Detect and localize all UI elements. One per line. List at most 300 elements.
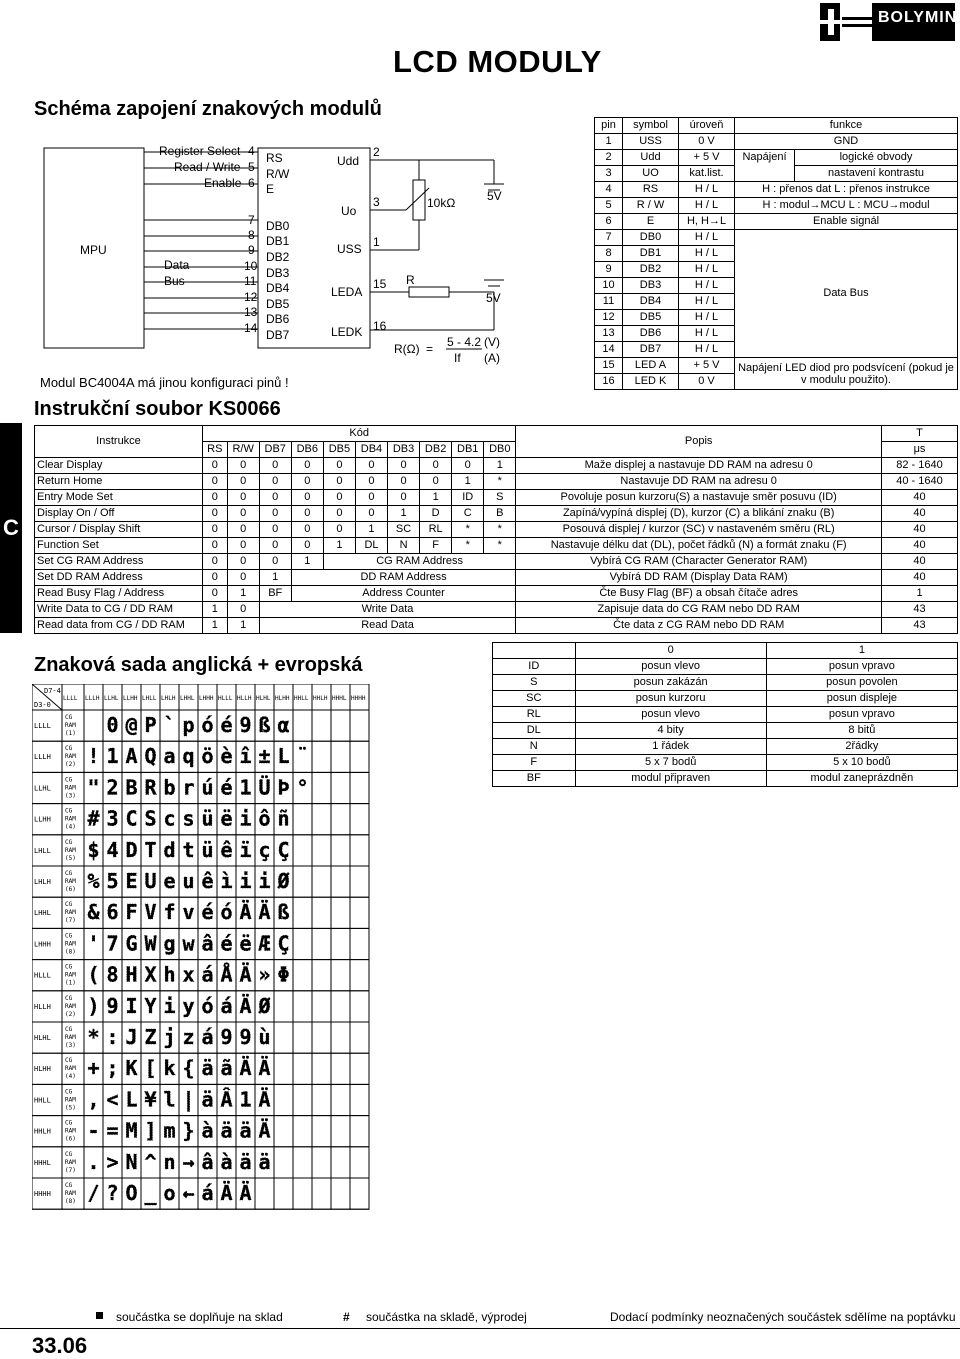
charset-glyph: T [144,837,157,862]
charset-glyph: Ç [277,931,290,956]
charset-glyph: l [163,1087,176,1112]
charset-col-header: HLLL [218,695,233,702]
svg-text:RAM: RAM [65,1065,76,1073]
charset-glyph: ë [239,931,252,956]
charset-glyph: ^ [144,1149,157,1174]
charset-glyph: X [144,962,157,987]
charset-glyph: r [182,775,195,800]
charset-glyph: d [163,837,176,862]
svg-text:(7): (7) [65,917,76,925]
svg-text:5: 5 [248,160,255,174]
charset-glyph: a [163,744,176,769]
charset-glyph: 9 [239,713,252,737]
instr-heading: Instrukční soubor KS0066 [34,398,281,420]
charset-glyph: E [125,869,138,893]
charset-glyph: ß [277,900,290,925]
svg-text:10: 10 [244,259,258,273]
charset-glyph: s [182,806,195,831]
charset-glyph: é [201,900,214,925]
svg-text:RAM: RAM [65,1002,76,1010]
charset-col-header: HLHH [275,695,290,702]
svg-text:RAM: RAM [65,1034,76,1041]
svg-text:(2): (2) [65,1010,76,1018]
charset-glyph: < [106,1087,119,1112]
charset-glyph: - [87,1118,100,1143]
svg-text:CG: CG [65,994,73,1002]
footer-divider [0,1328,960,1329]
charset-col-header: LLLL [63,695,78,702]
charset-glyph: w [182,931,195,956]
charset-glyph: + [87,1056,100,1081]
charset-grid [32,684,412,1214]
charset-glyph: á [201,1025,214,1049]
svg-text:CG: CG [65,838,73,846]
charset-glyph: Ü [258,775,271,800]
charset-glyph: Ä [220,1181,233,1205]
charset-glyph: ) [87,993,100,1018]
instruction-row: Return Home 0 0 0 0 0 0 0 0 1 * Nastavuje DD RAM na adresu 0 40 - 1640 [35,474,958,490]
svg-text:CG: CG [65,714,73,721]
brand-name: BOLYMIN [878,9,958,26]
charset-glyph: ç [258,837,271,862]
svg-text:RAM: RAM [65,1127,76,1135]
instruction-row: Read data from CG / DD RAM 1 1 Read Data Čte data z CG RAM nebo DD RAM 43 [35,618,958,634]
charset-glyph: @ [125,713,138,737]
charset-glyph: * [87,1025,100,1049]
charset-glyph: ] [144,1118,157,1143]
svg-text:9: 9 [248,243,255,257]
svg-text:(2): (2) [65,761,76,769]
charset-glyph: v [182,900,195,925]
charset-glyph: α [277,713,290,737]
svg-text:R: R [406,273,415,287]
charset-glyph: 8 [106,962,119,987]
svg-text:CG: CG [65,1182,73,1189]
charset-glyph: ã [220,1056,233,1081]
charset-glyph: ü [201,806,214,831]
charset-col-header: LLHL [104,695,119,702]
svg-text:1: 1 [373,235,380,249]
charset-glyph: L [125,1087,138,1112]
instruction-row: Clear Display 0 0 0 0 0 0 0 0 0 1 Maže displej a nastavuje DD RAM na adresu 0 82 - 1640 [35,458,958,474]
charset-glyph: ú [201,775,214,800]
schematic-heading: Schéma zapojení znakových modulů [34,98,382,120]
charset-glyph: b [163,775,176,800]
legend-row: SC posun kurzoru posun displeje [493,691,958,707]
instruction-row: Set CG RAM Address 0 0 0 1 CG RAM Address Vybírá CG RAM (Character Generator RAM) 40 [35,554,958,570]
svg-text:E: E [266,182,275,196]
charset-glyph: f [163,900,176,925]
svg-text:14: 14 [244,321,258,335]
svg-text:USS: USS [337,242,362,256]
svg-text:CG: CG [65,1088,73,1096]
charset-glyph: ó [220,900,233,925]
charset-row-header: HHHL [34,1158,51,1167]
charset-row-header: HLLL [34,971,51,980]
charset-glyph: } [182,1118,195,1143]
charset-glyph: z [182,1025,195,1049]
svg-text:RAM: RAM [65,815,76,823]
square-bullet-icon [96,1312,103,1319]
svg-text:(8): (8) [65,1198,76,1205]
charset-row-header: LLLL [34,722,51,730]
charset-glyph: à [201,1118,214,1143]
charset-glyph: ä [201,1087,214,1112]
charset-row-header: LLLH [34,753,51,762]
charset-glyph: 7 [106,931,119,956]
svg-text:DB6: DB6 [266,312,290,326]
svg-text:RAM: RAM [65,971,76,979]
charset-glyph: H [125,962,138,987]
svg-text:6: 6 [248,176,255,190]
charset-col-header: HHHH [351,695,366,702]
svg-text:Uo: Uo [341,204,357,218]
svg-text:DB7: DB7 [266,328,290,342]
charset-glyph: ï [239,837,252,862]
charset-glyph: U [144,869,157,893]
charset-glyph: | [182,1087,195,1112]
charset-glyph: D [125,837,138,862]
svg-text:7: 7 [248,213,255,227]
svg-text:CG: CG [65,745,73,753]
hash-icon: # [343,1310,350,1324]
charset-glyph: = [106,1118,119,1143]
charset-glyph: ê [201,869,214,893]
svg-text:RAM: RAM [65,940,76,948]
svg-text:CG: CG [65,807,73,815]
svg-text:DB0: DB0 [266,219,290,233]
charset-glyph: à [220,1149,233,1174]
legend-row: BF modul připraven modul zaneprázdněn [493,771,958,787]
charset-glyph: ä [239,1149,252,1174]
svg-text:Register Select: Register Select [159,144,241,158]
charset-glyph: n [163,1149,176,1174]
charset-glyph: Y [144,993,157,1018]
charset-glyph: ë [220,806,233,831]
charset-glyph: è [220,744,233,769]
instruction-row: Function Set 0 0 0 0 1 DL N F * * Nastavuje délku dat (DL), počet řádků (N) a formát znaku (F) 40 [35,538,958,554]
svg-text:(A): (A) [484,351,500,365]
charset-glyph: R [144,775,157,800]
svg-text:RAM: RAM [65,1158,76,1166]
mpu-label: MPU [80,243,107,257]
charset-col-header: LHLL [142,695,157,702]
instruction-row: Set DD RAM Address 0 0 1 DD RAM Address Vybírá DD RAM (Display Data RAM) 40 [35,570,958,586]
charset-glyph: 9 [239,1025,252,1049]
charset-glyph: ( [87,962,100,987]
charset-glyph: 1 [239,1087,252,1112]
charset-col-header: HLLH [237,695,252,702]
legend-table: 0 1 ID posun vlevo posun vpravo S posun zakázán posun povolen SC posun kurzoru posun displeje RL posun vlevo posun vpravo DL 4 bity 8 bitů N 1 řádek 2řádky F 5 x 7 bodů 5 x 10 bodů BF modul připraven modul zaneprázdněn [492,642,958,787]
charset-row-header: HHHH [34,1190,51,1198]
svg-text:(4): (4) [65,823,76,831]
charset-glyph: Q [144,744,157,769]
charset-row-header: HLHH [34,1065,51,1074]
legend-row: S posun zakázán posun povolen [493,675,958,691]
charset-glyph: _ [144,1181,157,1205]
svg-text:D3-0: D3-0 [34,701,51,709]
charset-glyph: ¨ [296,744,309,769]
charset-glyph: 9 [106,993,119,1018]
instruction-row: Cursor / Display Shift 0 0 0 0 0 1 SC RL * * Posouvá displej / kurzor (SC) v nastaveném směru (RL) 40 [35,522,958,538]
wiring-schematic [34,140,574,370]
svg-text:DB4: DB4 [266,281,290,295]
svg-text:CG: CG [65,901,73,909]
charset-glyph: Ç [277,837,290,862]
svg-text:DB2: DB2 [266,250,290,264]
svg-text:LEDK: LEDK [331,325,363,339]
charset-glyph: Ä [258,900,271,925]
charset-glyph: ß [258,713,271,737]
svg-text:CG: CG [65,1057,73,1065]
charset-row-header: LHLH [34,878,51,886]
charset-glyph: : [106,1025,119,1049]
charset-glyph: ä [220,1118,233,1143]
charset-glyph: 4 [106,837,119,862]
charset-glyph: i [163,993,176,1018]
svg-text:5V: 5V [487,189,502,203]
charset-row-header: LLHL [34,784,51,793]
charset-glyph: Â [220,1087,233,1112]
charset-glyph: Ø [258,993,271,1018]
charset-glyph: Ä [239,1181,252,1205]
svg-text:Udd: Udd [337,154,360,168]
svg-text:DB3: DB3 [266,266,290,280]
svg-text:4: 4 [248,144,255,158]
charset-glyph: # [87,806,100,831]
charset-row-header: LHHH [34,940,51,949]
charset-glyph: Þ [277,775,290,800]
charset-glyph: 1 [239,775,252,800]
charset-col-header: LHLH [161,695,176,702]
charset-glyph: G [125,931,138,956]
charset-glyph: Ä [258,1056,271,1081]
charset-glyph: i [239,869,252,893]
charset-glyph: ; [106,1056,119,1081]
charset-row-header: LLHH [34,815,51,824]
charset-glyph: ñ [277,806,290,831]
charset-glyph: j [163,1025,176,1049]
footnote-stock: součástka se doplňuje na sklad [116,1310,283,1324]
svg-text:Enable: Enable [204,176,242,190]
page-title: LCD MODULY [393,44,602,79]
charset-glyph: { [182,1056,195,1081]
svg-text:Bus: Bus [164,274,185,288]
charset-glyph: á [201,1181,214,1205]
charset-glyph: Φ [277,962,290,987]
svg-text:RAM: RAM [65,878,76,885]
svg-text:CG: CG [65,963,73,971]
svg-text:RAM: RAM [65,1096,76,1104]
instruction-row: Read Busy Flag / Address 0 1 BF Address Counter Čte Busy Flag (BF) a obsah čítače adres 1 [35,586,958,602]
svg-text:8: 8 [248,228,255,242]
charset-col-header: HLHL [256,695,271,702]
instruction-row: Display On / Off 0 0 0 0 0 0 1 D C B Zapíná/vypíná displej (D), kurzor (C) a blikání znaku (B) 40 [35,506,958,522]
svg-text:15: 15 [373,277,387,291]
charset-glyph: P [144,713,157,737]
svg-text:RAM: RAM [65,909,76,917]
charset-glyph: J [125,1025,138,1049]
charset-glyph: y [182,993,195,1018]
charset-col-header: LHHL [180,695,195,702]
svg-text:5V: 5V [486,291,501,305]
svg-text:(6): (6) [65,886,76,893]
charset-glyph: á [201,962,214,987]
instruction-row: Write Data to CG / DD RAM 1 0 Write Data Zapisuje data do CG RAM nebo DD RAM 43 [35,602,958,618]
module-note: Modul BC4004A má jinou konfiguraci pinů ! [40,375,289,390]
svg-text:RS: RS [266,151,283,165]
charset-glyph: ù [258,1025,271,1049]
charset-glyph: ? [106,1181,119,1205]
charset-glyph: g [163,931,176,956]
charset-glyph: > [106,1149,119,1174]
charset-glyph: Ä [239,993,252,1018]
charset-glyph: é [220,931,233,956]
svg-text:Data: Data [164,258,190,272]
charset-glyph: x [182,962,195,987]
charset-glyph: é [220,775,233,800]
charset-glyph: M [125,1118,138,1143]
svg-text:DB5: DB5 [266,297,290,311]
charset-glyph: ì [220,869,233,893]
svg-text:DB1: DB1 [266,234,290,248]
svg-text:(1): (1) [65,730,76,737]
charset-glyph: . [87,1149,100,1174]
svg-text:R/W: R/W [266,167,290,181]
charset-glyph: q [182,744,195,769]
svg-text:16: 16 [373,319,387,333]
charset-glyph: Z [144,1025,157,1049]
charset-col-header: HHLL [294,695,309,702]
charset-glyph: ± [258,744,271,769]
charset-glyph: ó [201,713,214,737]
charset-glyph: → [182,1149,195,1174]
charset-glyph: e [163,869,176,893]
svg-text:(6): (6) [65,1135,76,1143]
charset-glyph: é [220,713,233,737]
charset-glyph: ü [201,837,214,862]
svg-text:3: 3 [373,195,380,209]
charset-glyph: ¥ [144,1087,157,1112]
svg-text:5 - 4.2: 5 - 4.2 [447,335,482,349]
charset-heading: Znaková sada anglická + evropská [34,654,363,676]
charset-glyph: Ä [239,900,252,925]
charset-glyph: Å [220,962,233,987]
charset-row-header: LHHL [34,909,51,918]
charset-glyph: á [220,993,233,1018]
legend-row: F 5 x 7 bodů 5 x 10 bodů [493,755,958,771]
charset-glyph: Ä [239,1056,252,1081]
section-tab: C [0,423,22,633]
charset-glyph: $ [87,837,100,862]
charset-row-header: HLLH [34,1002,51,1011]
charset-col-header: LLLH [85,695,100,702]
svg-text:11: 11 [244,274,257,288]
legend-row: N 1 řádek 2řádky [493,739,958,755]
charset-glyph: C [125,806,138,831]
charset-glyph: i [239,806,252,831]
charset-glyph: ' [87,931,100,956]
charset-glyph: F [125,900,138,925]
charset-glyph: Æ [258,931,271,956]
svg-text:13: 13 [244,305,258,319]
svg-text:(V): (V) [484,335,500,349]
charset-glyph: » [258,962,271,987]
svg-text:12: 12 [244,290,258,304]
svg-text:If: If [454,351,461,365]
charset-col-header: HHHL [332,695,347,702]
charset-glyph: B [125,775,138,800]
charset-glyph: ` [163,713,176,737]
svg-text:RAM: RAM [65,784,76,792]
svg-text:R(Ω): R(Ω) [394,342,420,356]
charset-glyph: % [87,869,100,893]
charset-glyph: 1 [106,744,119,769]
svg-text:Read / Write: Read / Write [174,160,241,174]
svg-text:(5): (5) [65,1104,76,1112]
charset-glyph: â [201,1149,214,1174]
charset-glyph: t [182,837,195,862]
charset-glyph: 9 [220,1025,233,1049]
svg-text:RAM: RAM [65,722,76,729]
charset-glyph: ä [201,1056,214,1081]
charset-glyph: 2 [106,775,119,800]
legend-row: RL posun vlevo posun vpravo [493,707,958,723]
svg-text:D7-4: D7-4 [44,687,61,695]
svg-text:(3): (3) [65,792,76,800]
svg-text:=: = [426,342,434,356]
charset-row-header: HLHL [34,1034,51,1042]
charset-glyph: & [87,900,100,925]
svg-text:(5): (5) [65,854,76,862]
charset-col-header: LHHH [199,695,214,702]
charset-glyph: h [163,962,176,987]
svg-text:CG: CG [65,1150,73,1158]
charset-glyph: L [277,744,290,769]
svg-text:CG: CG [65,870,73,877]
charset-glyph: m [163,1118,176,1143]
instruction-table: Instrukce Kód Popis T RS R/W DB7 DB6 DB5 DB4 DB3 DB2 DB1 DB0 μs Clear Display 0 0 0 0 0 0 0 0 0 1 Maže displej a nastavuje DD RAM na adresu 0 82 - 1640 Return Home 0 0 0 0 0 0 0 0 1 * Nastavuje DD RAM na adresu 0 40 - 1640 Entry Mode Set 0 0 0 0 0 0 0 1 ID S Povoluje posun kurzoru(S) a nastavuje směr posuvu (ID) 40 Display On / Off 0 0 0 0 0 0 1 D C B Zapíná/vypíná displej (D), kurzor (C) a blikání znaku (B) 40 Cursor / Display Shift 0 0 0 0 0 1 SC RL * * Posouvá displej / kurzor (SC) v nastaveném směru (RL) 40 Function Set 0 0 0 0 1 DL N F * * Nastavuje délku dat (DL), počet řádků (N) a formát znaku (F) 40 Set CG RAM Address 0 0 0 1 CG RAM Address Vybírá CG RAM (Character Generator RAM) 40 Set DD RAM Address 0 0 1 DD RAM Address Vybírá DD RAM (Display Data RAM) 40 Read Busy Flag / Address 0 1 BF Address Counter Čte Busy Flag (BF) a obsah čítače adres 1 Write Data to CG / DD RAM 1 0 Write Data Zapisuje data do CG RAM nebo DD RAM 43 Read data from CG / DD RAM 1 1 Read Data Čte data z CG RAM nebo DD RAM 43 [34,425,958,634]
charset-glyph: Ø [277,869,290,893]
footnote-sale: součástka na skladě, výprodej [366,1310,527,1324]
charset-glyph: 0 [106,713,119,737]
charset-glyph: W [144,931,157,956]
legend-row: DL 4 bity 8 bitů [493,723,958,739]
charset-row-header: HHLL [34,1096,51,1105]
charset-glyph: Ä [258,1118,271,1143]
charset-glyph: â [201,931,214,956]
svg-text:2: 2 [373,145,380,159]
charset-glyph: c [163,806,176,831]
svg-text:RAM: RAM [65,753,76,761]
charset-glyph: ° [296,775,309,800]
svg-text:CG: CG [65,776,73,784]
charset-glyph: [ [144,1056,157,1081]
charset-glyph: Ä [258,1087,271,1112]
charset-glyph: N [125,1149,138,1174]
charset-glyph: î [239,744,252,769]
svg-text:(8): (8) [65,948,76,956]
charset-glyph: O [125,1181,138,1205]
svg-text:CG: CG [65,932,73,940]
charset-glyph: ö [201,744,214,769]
charset-glyph: 5 [106,869,119,893]
charset-glyph: " [87,775,100,800]
charset-glyph: ← [182,1181,195,1205]
charset-glyph: ó [201,993,214,1018]
charset-glyph: S [144,806,157,831]
svg-text:CG: CG [65,1026,73,1033]
